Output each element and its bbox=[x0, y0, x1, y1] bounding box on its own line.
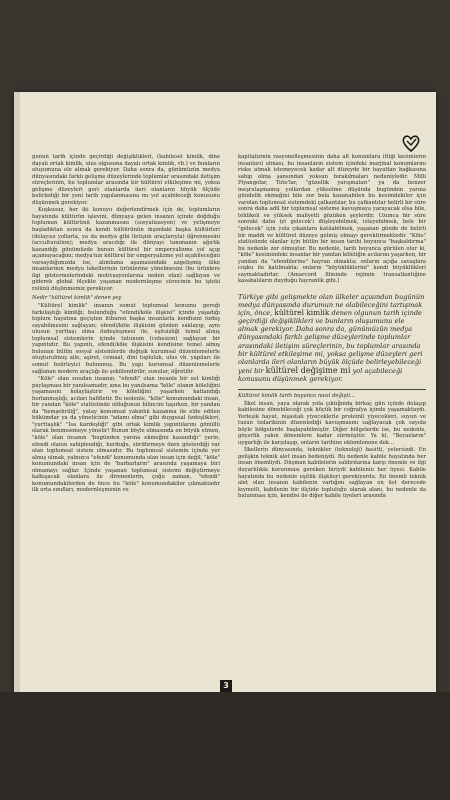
background-surface bbox=[0, 692, 450, 800]
pull-quote bbox=[238, 293, 426, 383]
paragraph: "Kültürel kimlik" insanın somut toplumsal konumu gereği farkılaştığı kimliği; bulunduğu "efendi/köle ilişkisi" içinde yaşadığı toplum hayatına geçişten itibaren başka insanlarla kendisini özdeş sayabilmesini sağlayan; efendi/köle ilişkisini gözden saklayıp, aynı ulusun yurttaşı olma özdeşleşmesi ile, eşitsizliği temel alınış toplumsal sistemlerin içinde tutunum (cohesion) sağlayan bir yapıntıdır. Bu yapıntı, efendi/köle ilişkisini kendisine temel almış bulunan bütün sosyal sistemlerde değişik kurumsal düzenlemelerle oluşturulmuş aile, aşiret, cemaat, dini topluluk, ulus vb. yapıları ile somut belirleyici bulunmuş. Bu yapı kurumsal düzenlemelerle sağlanan modern araçlığı ile şekillendirilir, sunulur, öğretilir. bbox=[32, 303, 220, 375]
pull-quote-text: denen olgunun tarih içinde geçirdiği değişiklikleri ve bunların oluşumunu ele almak gerekiyor. Daha sonra da, günümüzün medya dünyasındaki farklı gelişme düzeylerinde toplumlar arasındaki iletişim süreçlerinin, bu toplumlar arasında bir kültürel etkileşime mi, yoksa gelişme düzeyleri geri olanlarda ileri olanların büyük ölçüde belirleyebileceği yeni bir bbox=[238, 309, 423, 375]
paragraph: İlkel insan, yaya olarak yola çıktığında birkaç gün içinde dolaşıp kabilesine dönebileceği çok küçük bir coğrafya içinde yaşamaktaydı. Yerleşik hayat, nişastalı yiyeceklerle proteinli yiyecekleri, suyun ve tuzun tedarikinin düzenlediği kavuşmasını sağlayacak çok sayıda böyle bölgelerde başlayabilmiştir. Diğer bölgelerde ise, bu nedenle, göçerlik yakın dönemlere kadar sürmüştür. Ya ki, "Beyazların" uygarlığı ile karşılaşıp, onların tarihine eklemlenene dek... bbox=[238, 400, 426, 446]
page-number: 3 bbox=[220, 680, 232, 692]
pull-quote-emphasis: kültürel kimlik bbox=[274, 308, 330, 318]
paragraph: "Köle" olan sıradan insanın, "efendi" olan insanla bir ust kimliği paylaşması bir yanılsamadır, ama bu yanılsama "köle" olanın köleliğini yaşamasını kolaylaştırır ve köleliğini yaşarken katlandığı horlanmışlığı, acıları hafifletir. Bu nedenle, "köle" konumundaki insan, bir yandan "köle" statüsünde olduğunun bilincini taşırken, bir yandan da "hemşehriliğ", yatay konumsal yakınlık kazanma ile elde edilen hükümdar ya da yöneticinin "adamı olma" gibi duygusal özdeşlikleri, "yurttaşlık" "İsa kardeşliği" gibi ortak kimlik yapıntılarını gönüllü olarak benimsemeye yönelir! Bunun böyle olmasında en büyük etmen, "köle" olan insanın "bugünden yarına ekmeğini kazandığı" yerin, efendi olanın sahiplendiği, kurduğu, sürdürmeye özen gösterdiği var olan toplumsal sistem olmasıdır. Bu toplumsal sistemin içinde yer almış olmak, yalnızca "efendi" konumunda olan insan için değil, "köle" konumundaki insan için de "barbarların" arasında yaşamaya biri olmamayı sağlar. İçinde yaşanan toplumsal sistemi değiştirmeye kalkışacak olanlara ile direnenlerin, çoğu zaman, "efendi" konumundakilerden de önce bu "köle" konumundakiler çıkmaktadır ilk orta sınıfları, modernleşmenin ve bbox=[32, 376, 220, 494]
pull-quote-emphasis: kültürel değişime mi bbox=[265, 364, 351, 375]
right-column bbox=[238, 154, 426, 702]
paragraph: gunun tarih içinde geçirdiği değişiklikleri, (kabilesel kimlik, dine dayalı ortak kimlik, ulus olgusuna dayalı ortak kimlik, vb.) ve bunların oluşumuna ele almak gerekiyor. Daha sonra da, günümüzün medya dünyasındaki farklı gelişme düzeylerinde toplumlar arasındaki iletişim süreçlerinin, bu toplumlar arasında bir kültürel etkileşime mi, yoksa gelişme düzeyleri geri olanlarda ileri olanların büyük ölçüde belirlediği bir yeni tarih yapılanmasına mı yol açabileceği konusunu düşünmek gerekiyor. bbox=[32, 154, 220, 206]
divider bbox=[238, 389, 426, 390]
section-subheading: Kültürel kimlik tarih boyunca nasıl değişti... bbox=[238, 392, 356, 399]
magazine-page bbox=[14, 92, 436, 692]
paragraph: kapitalizmin rasyonelleşmesinin daha alt konumlara ittiği kesimlerin insanları) olması, bu insanların sistem içindeki marjinal konumlarını riske atmak istemeyecek kadar alt düzeyde bir hayattan bağkasına sahip olma şansından yoksun bırakılmaları nedeniyledir. Milli Piyangolar, Toto'lar, "güzellik yarışmaları" ya da benzer meşrulaşmamış yollardan yükselme düşünda bugünden yarına gündelik ekmeğini bile zor bela kazanabilen bu kesimdekiler için varolan toplumsal sistemdeki çalkantılar, bu çalkantılar belirli bir süre sonra daha adil bir toplumsal sisteme kavuşmaya yarayacak olsa bile, tehlikeli ve yüksek maliyetli gözüken şeylerdir. Uzunca bir süre sonraki daha iyi gelecek'i düşleyebilmek, isteyebilmek, hele bir "gelecek" için yola çıkanlara katılabilmek, yaşanan günde de belirli bir maddi ve kültürel düzeye gelmiş olmayı gerektirmektedir. "Köle" statüsünde olanlar için bütün bir insan tarihi boyunca "başkaldırma" bu nedenle zor olmuştur. Bu nedenle, tarih boyunca görülen olur ki, "köle" kesimindeki insanlar bir yandan köleliğin acılarını yaşarken, bir yandan da "efendilerine" hayran olmakta; onların açığa savaşlara coşku ile katılmakta; onların "büyüklüklerini" kendi büyüklükleri saymaktadırlar. (Amarcord filminde rejimin transatlantiğine kasabalıların duyduğu hayranlık gibi.) bbox=[238, 154, 426, 285]
pull-quote-text: Türkiye gibi gelişmekte olan ülkeler açısından bugünün medya dünyasında durumun ne olabileceğini tartışmak için, önce, bbox=[238, 292, 425, 318]
section-subheading: Nedir "kültürel kimlik" denen şey bbox=[32, 295, 122, 302]
paragraph: İlkellerin dünyasında, teknikler (teknoloji) basitti, yetersizdi. En gelişkin teknik alet insan bedeniydi. Bu nedenle kabile hayatında her insan önemliydi. Düşman kabilelerin saldırılarına karşı önemle ve ilgi duyarlılıkla korunması gereken biriydi kabilenin her üyesi. Kabile hayatında bu nedenle eşitlik ilişkileri gerekiyordu. En önemli teknik alet olan insanın kabilenin varlığını sağlayan en üst derecede kıymetli, kabilenin bir ölçüde topluluğu olarak alanı, bu nedenle da bulunması için, kendisi ile diğer kabile üyeleri arasında bbox=[238, 447, 426, 500]
left-column bbox=[32, 154, 220, 702]
pull-quote-text: yol açabileceği konusunu düşünmek gerekiyor. bbox=[238, 366, 403, 383]
heart-logo-icon bbox=[400, 132, 422, 154]
paragraph: Kuşkusuz, her iki konuyu değerlendirmek için de, toplumların hayatında kültürün işlevini, dünyaya gelen insanın içinde doğduğu toplumun kültürünü kazanmasını (sosyalizasyon) ve yetişmeye başladıktan sonra da kendi kültürünün dışındaki başka kültürleri (dolaysız yollarla, ya da medya gibi iletişim araçlarıyla) öğrenmesini (acculturation); medya aracılığı ile dünyayı tanımanın ağırlık kazandığı günümüzde bunun kültürel bir emperyalizme yol açıp açamayacağını; medya'nın kültürel bir emperyalizme yol açabileceğini varsaydığımızda ise, alımlama aşamasındaki azgelişmiş ülke insanlarının medya tekellerinin ürünlerine yönelmesini (bu ürünlere ilgi göstermelerindeki motivasyonlarına neden olan) sağlayan ve giderek global ölçekte yaşanan modernleşme sürecinin bu işteki rolünü düşünmemiz gerekiyor. bbox=[32, 207, 220, 292]
